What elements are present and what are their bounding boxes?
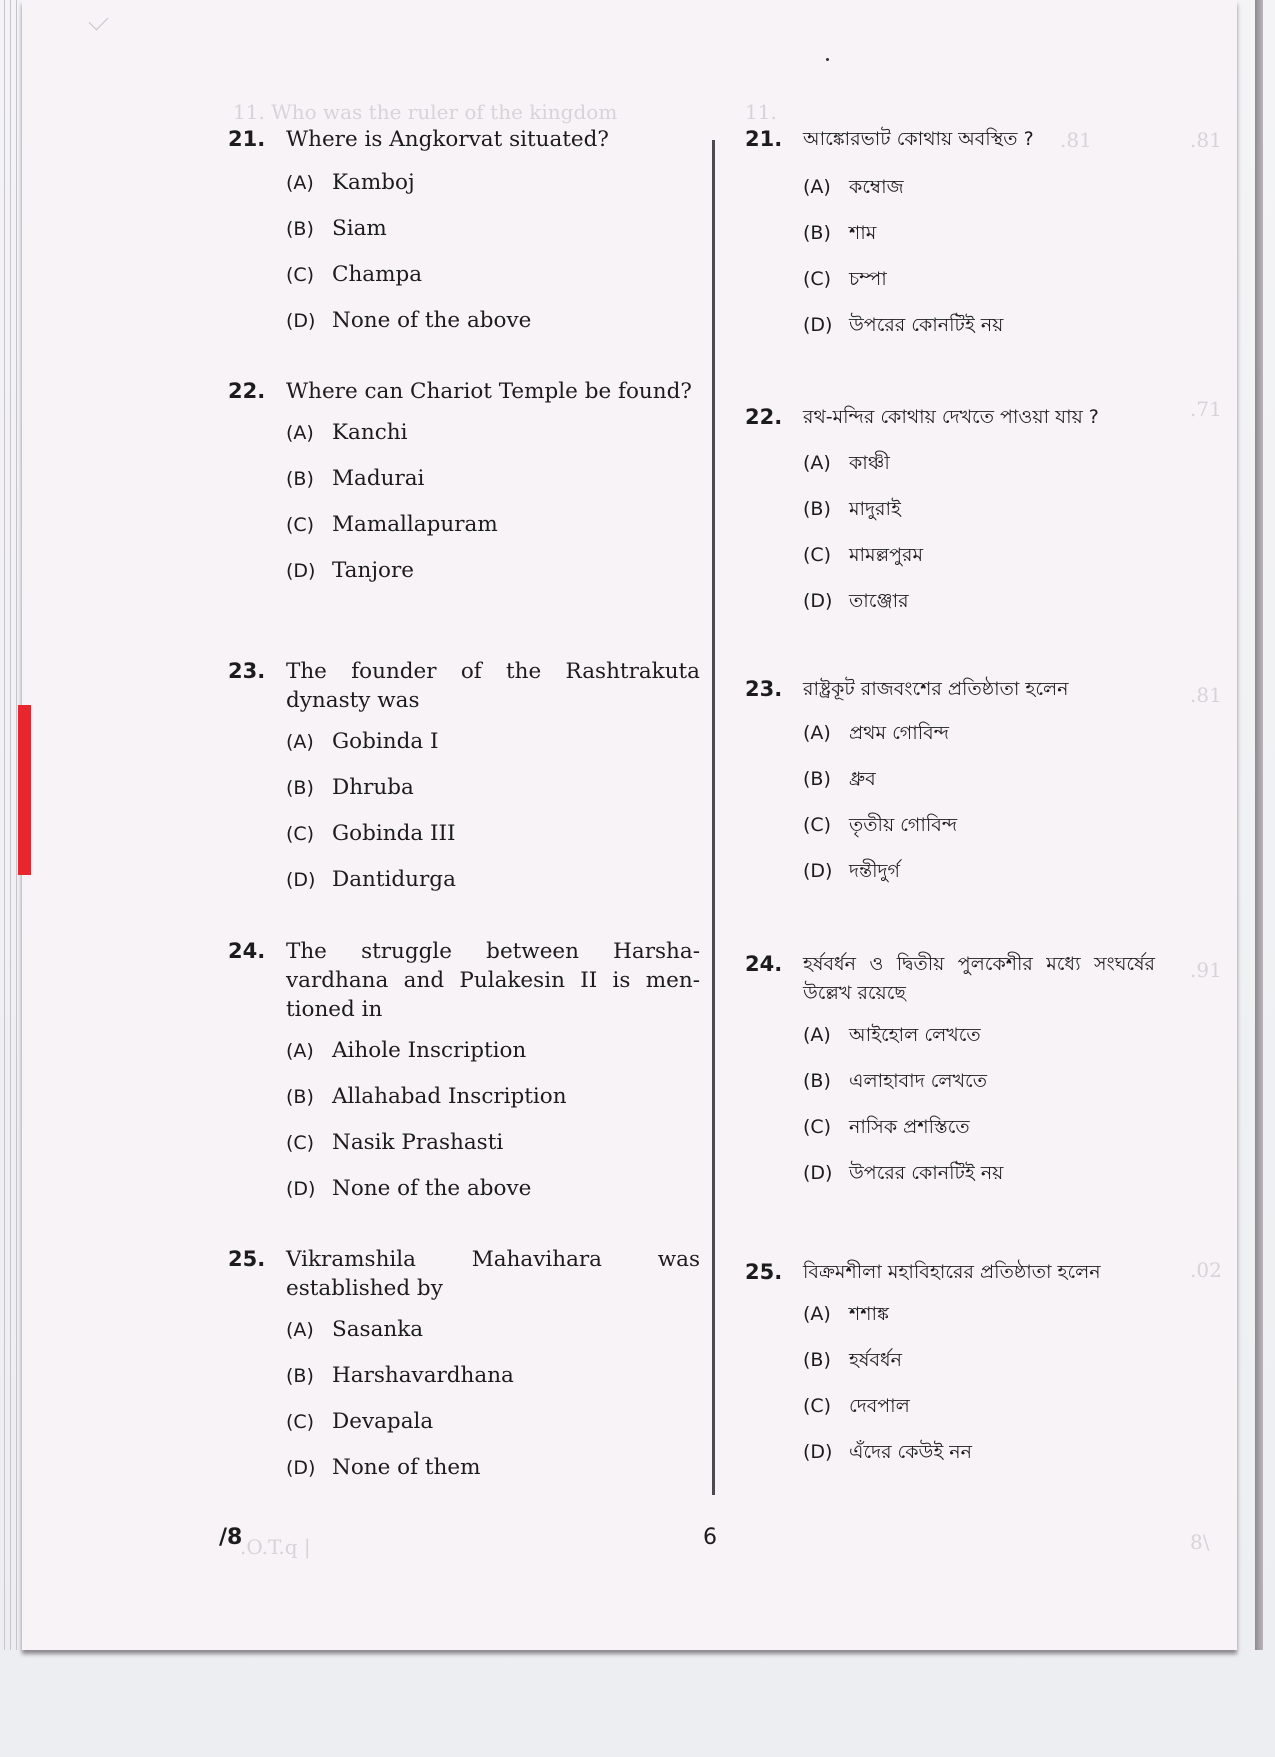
- option-text: Siam: [332, 216, 387, 241]
- page-stack-edge: [4, 0, 5, 1650]
- question-text: আঙ্কোরভাট কোথায় অবস্থিত ?: [803, 128, 1034, 150]
- option-letter: (A): [803, 176, 831, 198]
- option-text: চম্পা: [849, 268, 887, 290]
- option-a: [286, 1028, 700, 1074]
- option-d: [803, 1150, 1155, 1196]
- option-letter: (D): [286, 1457, 316, 1479]
- option-text: Dhruba: [332, 775, 414, 800]
- option-c: [803, 1104, 1155, 1150]
- option-text: উপরের কোনটিই নয়: [849, 1162, 1004, 1184]
- option-letter: (D): [286, 1178, 316, 1200]
- question-number: 24.: [228, 939, 266, 963]
- question-text: The founder of the Rashtrakuta dynasty was: [286, 659, 700, 713]
- option-text: শাম: [849, 222, 877, 244]
- page-binding-shadow: [1255, 0, 1263, 1650]
- question-text: রাষ্ট্রকূট রাজবংশের প্রতিষ্ঠাতা হলেন: [803, 678, 1069, 700]
- speck: [826, 58, 829, 61]
- question-number: 23.: [228, 659, 266, 683]
- option-letter: (C): [803, 814, 832, 836]
- option-d: [286, 298, 700, 344]
- option-d: [286, 548, 700, 594]
- option-text: নাসিক প্রশস্তিতে: [849, 1116, 970, 1138]
- page-number: 6: [703, 1525, 717, 1550]
- question-text: Where is Angkorvat situated?: [286, 127, 609, 152]
- question-25-bn: [745, 1258, 1155, 1475]
- option-text: দন্তীদুর্গ: [849, 860, 900, 882]
- option-a: [803, 440, 1155, 486]
- question-number: 25.: [745, 1260, 783, 1284]
- option-letter: (B): [803, 222, 831, 244]
- option-d: [803, 1429, 1155, 1475]
- question-number: 22.: [745, 405, 783, 429]
- option-d: [286, 857, 700, 903]
- option-letter: (C): [803, 268, 832, 290]
- option-text: ধ্রুব: [849, 768, 876, 790]
- option-b: [803, 756, 1155, 802]
- question-text: হর্ষবর্ধন ও দ্বিতীয় পুলকেশীর মধ্যে সংঘর্ষের উল্লেখ রয়েছে: [803, 953, 1155, 1004]
- bleed-through-text: 11. Who was the ruler of the kingdom: [233, 100, 618, 124]
- option-text: Gobinda III: [332, 821, 456, 846]
- bleed-through-text: 8\: [1190, 1530, 1210, 1554]
- option-b: [286, 206, 700, 252]
- option-text: এলাহাবাদ লেখতে: [849, 1070, 987, 1092]
- question-23-en: [228, 657, 700, 903]
- option-letter: (B): [803, 768, 831, 790]
- option-text: মামল্লপুরম: [849, 544, 924, 566]
- option-c: [803, 256, 1155, 302]
- question-number: 21.: [745, 127, 783, 151]
- option-text: Gobinda I: [332, 729, 439, 754]
- bleed-through-text: .91: [1190, 958, 1222, 982]
- question-22-bn: [745, 403, 1155, 624]
- option-a: [286, 410, 700, 456]
- question-number: 23.: [745, 677, 783, 701]
- option-b: [286, 1353, 700, 1399]
- option-d: [803, 848, 1155, 894]
- option-letter: (A): [803, 1024, 831, 1046]
- option-b: [803, 486, 1155, 532]
- option-letter: (A): [803, 1303, 831, 1325]
- question-text: রথ-মন্দির কোথায় দেখতে পাওয়া যায় ?: [803, 406, 1099, 428]
- question-text: The struggle between Harsha-vardhana and Pulakesin II is men-tioned in: [286, 939, 700, 1022]
- option-letter: (B): [286, 1086, 314, 1108]
- option-text: হর্ষবর্ধন: [849, 1349, 903, 1371]
- page-stack-edge: [10, 0, 11, 1650]
- option-text: Kamboj: [332, 170, 415, 195]
- option-text: Harshavardhana: [332, 1363, 514, 1388]
- option-text: Devapala: [332, 1409, 434, 1434]
- option-c: [286, 811, 700, 857]
- option-a: [286, 719, 700, 765]
- question-21-en: [228, 125, 700, 344]
- option-text: দেবপাল: [849, 1395, 910, 1417]
- option-letter: (C): [803, 1116, 832, 1138]
- bleed-through-text: 11.: [745, 100, 777, 124]
- option-text: Dantidurga: [332, 867, 456, 892]
- option-text: Sasanka: [332, 1317, 424, 1342]
- option-text: Mamallapuram: [332, 512, 498, 537]
- option-text: Madurai: [332, 466, 425, 491]
- option-text: মাদুরাই: [849, 498, 901, 520]
- option-b: [286, 1074, 700, 1120]
- option-text: কাঞ্চী: [849, 452, 890, 474]
- option-text: তাঞ্জোর: [849, 590, 909, 612]
- option-letter: (D): [286, 310, 316, 332]
- option-a: [286, 160, 700, 206]
- option-c: [803, 802, 1155, 848]
- option-letter: (C): [286, 823, 315, 845]
- option-letter: (D): [803, 590, 833, 612]
- question-23-bn: [745, 675, 1155, 894]
- option-c: [286, 1399, 700, 1445]
- option-letter: (C): [803, 544, 832, 566]
- bleed-through-text: .81: [1060, 128, 1092, 152]
- option-a: [803, 710, 1155, 756]
- option-text: এঁদের কেউই নন: [849, 1441, 972, 1463]
- option-letter: (D): [803, 1441, 833, 1463]
- option-a: [803, 1291, 1155, 1337]
- bleed-through-text: .81: [1190, 128, 1222, 152]
- option-letter: (A): [803, 722, 831, 744]
- option-a: [803, 164, 1155, 210]
- option-letter: (C): [286, 1411, 315, 1433]
- question-24-bn: [745, 950, 1155, 1196]
- option-letter: (B): [286, 218, 314, 240]
- option-text: উপরের কোনটিই নয়: [849, 314, 1004, 336]
- option-text: Allahabad Inscription: [332, 1084, 567, 1109]
- option-letter: (D): [286, 869, 316, 891]
- option-letter: (D): [286, 560, 316, 582]
- option-c: [286, 1120, 700, 1166]
- option-d: [286, 1445, 700, 1491]
- option-c: [286, 252, 700, 298]
- option-letter: (A): [803, 452, 831, 474]
- option-b: [803, 1058, 1155, 1104]
- option-letter: (B): [803, 1349, 831, 1371]
- question-text: বিক্রমশীলা মহাবিহারের প্রতিষ্ঠাতা হলেন: [803, 1261, 1101, 1283]
- question-22-en: [228, 377, 700, 594]
- option-letter: (A): [286, 172, 314, 194]
- question-24-en: [228, 937, 700, 1212]
- option-letter: (A): [286, 1040, 314, 1062]
- option-d: [803, 302, 1155, 348]
- option-letter: (A): [286, 731, 314, 753]
- option-b: [286, 456, 700, 502]
- bleed-through-text: .02: [1190, 1258, 1222, 1282]
- option-letter: (D): [803, 314, 833, 336]
- option-d: [286, 1166, 700, 1212]
- option-text: Tanjore: [332, 558, 414, 583]
- option-text: কম্বোজ: [849, 176, 904, 198]
- option-letter: (D): [803, 1162, 833, 1184]
- page-stack-edge: [16, 0, 17, 1650]
- option-letter: (B): [286, 468, 314, 490]
- question-21-bn: [745, 125, 1155, 348]
- option-letter: (A): [286, 1319, 314, 1341]
- question-number: 22.: [228, 379, 266, 403]
- option-letter: (A): [286, 422, 314, 444]
- option-text: None of the above: [332, 1176, 532, 1201]
- option-text: None of the above: [332, 308, 532, 333]
- column-divider: [712, 140, 715, 1495]
- option-text: Kanchi: [332, 420, 408, 445]
- option-text: তৃতীয় গোবিন্দ: [849, 814, 958, 836]
- option-letter: (C): [286, 264, 315, 286]
- bleed-through-text: .81: [1190, 683, 1222, 707]
- option-letter: (C): [803, 1395, 832, 1417]
- option-letter: (B): [803, 1070, 831, 1092]
- option-letter: (B): [286, 777, 314, 799]
- option-letter: (C): [286, 1132, 315, 1154]
- option-b: [803, 1337, 1155, 1383]
- option-text: প্রথম গোবিন্দ: [849, 722, 950, 744]
- question-25-en: [228, 1245, 700, 1491]
- booklet-code: /8: [219, 1525, 243, 1550]
- option-c: [803, 1383, 1155, 1429]
- option-a: [803, 1012, 1155, 1058]
- option-c: [286, 502, 700, 548]
- question-number: 24.: [745, 952, 783, 976]
- bleed-through-text: .O.T.q |: [240, 1535, 311, 1559]
- option-letter: (C): [286, 514, 315, 536]
- option-text: Aihole Inscription: [332, 1038, 527, 1063]
- question-text: Where can Chariot Temple be found?: [286, 379, 692, 404]
- option-letter: (D): [803, 860, 833, 882]
- option-text: Nasik Prashasti: [332, 1130, 504, 1155]
- option-b: [803, 210, 1155, 256]
- option-text: শশাঙ্ক: [849, 1303, 889, 1325]
- option-d: [803, 578, 1155, 624]
- option-a: [286, 1307, 700, 1353]
- option-b: [286, 765, 700, 811]
- question-number: 21.: [228, 127, 266, 151]
- option-letter: (B): [803, 498, 831, 520]
- red-page-tab: [18, 705, 31, 875]
- bleed-through-text: .71: [1190, 397, 1222, 421]
- option-letter: (B): [286, 1365, 314, 1387]
- option-text: Champa: [332, 262, 423, 287]
- option-text: আইহোল লেখতে: [849, 1024, 981, 1046]
- question-number: 25.: [228, 1247, 266, 1271]
- question-text: Vikramshila Mahavihara was established by: [286, 1247, 700, 1301]
- option-c: [803, 532, 1155, 578]
- option-text: None of them: [332, 1455, 481, 1480]
